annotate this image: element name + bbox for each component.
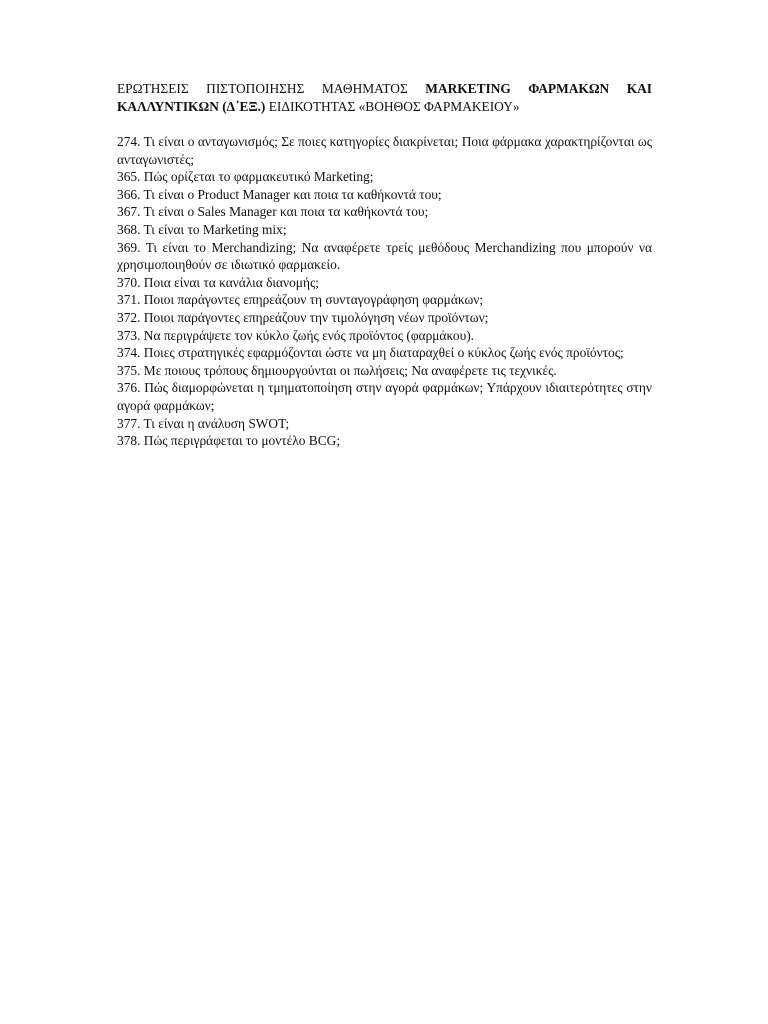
question-item: 378. Πώς περιγράφεται το μοντέλο BCG; — [117, 433, 341, 449]
question-item: 373. Να περιγράψετε τον κύκλο ζωής ενός προϊόντος (φαρμάκου). — [117, 327, 475, 343]
question-item: 370. Ποια είναι τα κανάλια διανομής; — [117, 274, 319, 290]
question-item: 372. Ποιοι παράγοντες επηρεάζουν την τιμολόγηση νέων προϊόντων; — [117, 309, 489, 325]
question-item: 367. Τι είναι ο Sales Manager και ποια τα καθήκοντά του; — [117, 204, 429, 220]
document-title — [117, 80, 652, 116]
question-item: 376. Πώς διαμορφώνεται η τμηματοποίηση στην αγορά φαρμάκων; Υπάρχουν ιδιαιτερότητες στην αγορά φαρμάκων; — [117, 380, 652, 413]
document-page — [117, 80, 652, 450]
title-text-part-2: ΕΙΔΙΚΟΤΗΤΑΣ «ΒΟΗΘΟΣ ΦΑΡΜΑΚΕΙΟΥ» — [265, 99, 520, 114]
question-item: 377. Τι είναι η ανάλυση SWOT; — [117, 415, 290, 431]
question-item: 365. Πώς ορίζεται το φαρμακευτικό Marketing; — [117, 169, 374, 185]
question-item: 366. Τι είναι ο Product Manager και ποια τα καθήκοντά του; — [117, 186, 442, 202]
title-text-part-1: ΕΡΩΤΗΣΕΙΣ ΠΙΣΤΟΠΟΙΗΣΗΣ ΜΑΘΗΜΑΤΟΣ — [117, 81, 426, 96]
question-item: 375. Με ποιους τρόπους δημιουργούνται οι πωλήσεις; Να αναφέρετε τις τεχνικές. — [117, 362, 557, 378]
question-item: 371. Ποιοι παράγοντες επηρεάζουν τη συνταγογράφηση φαρμάκων; — [117, 292, 484, 308]
question-item: 374. Ποιες στρατηγικές εφαρμόζονται ώστε να μη διαταραχθεί ο κύκλος ζωής ενός προϊόντος; — [117, 345, 624, 361]
title-course-name: MARKETING ΦΑΡΜΑΚΩΝ ΚΑΙ ΚΑΛΛΥΝΤΙΚΩΝ (Δ΄ΕΞ.) — [117, 81, 652, 114]
question-item: 274. Τι είναι ο ανταγωνισμός; Σε ποιες κατηγορίες διακρίνεται; Ποια φάρμακα χαρακτηρίζονται ως ανταγωνιστές; — [117, 134, 652, 167]
question-item: 369. Τι είναι το Merchandizing; Να αναφέρετε τρείς μεθόδους Merchandizing που μπορούν να χρησιμοποιηθούν σε ιδιωτικό φαρμακείο. — [117, 239, 652, 273]
question-item: 368. Τι είναι το Marketing mix; — [117, 221, 287, 237]
question-list — [117, 133, 652, 450]
